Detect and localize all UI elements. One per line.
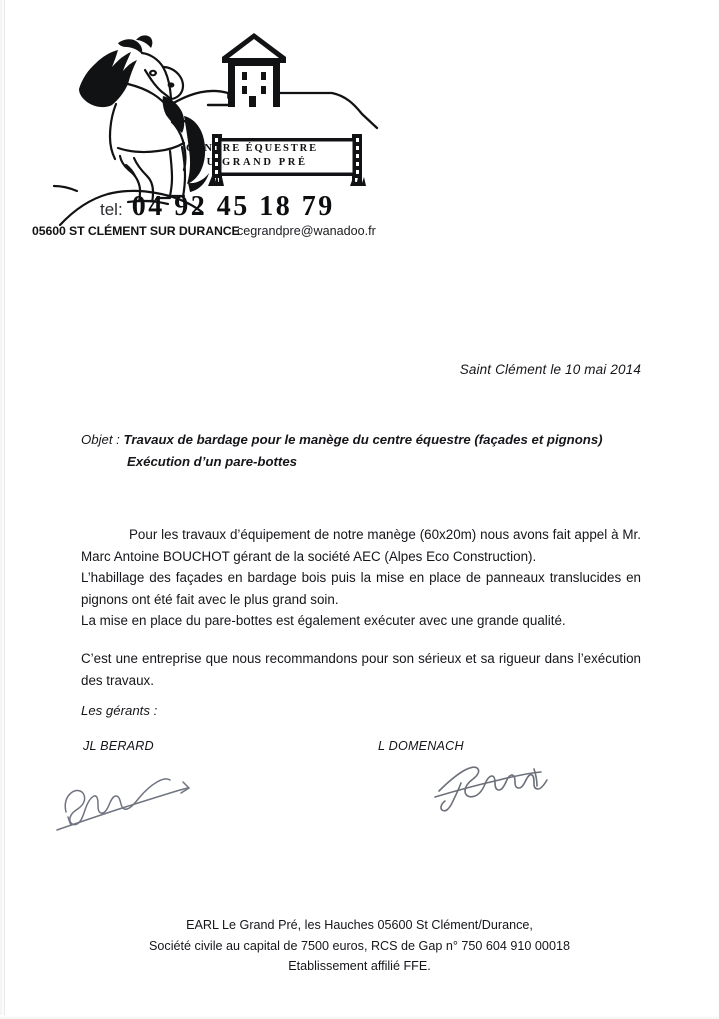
telephone-line bbox=[100, 193, 335, 221]
signer-name-berard: JL BERARD bbox=[83, 739, 154, 753]
footer-line-2: Société civile au capital de 7500 euros, RCS de Gap n° 750 604 910 00018 bbox=[149, 938, 570, 953]
handwritten-signature-berard bbox=[50, 760, 225, 840]
sign-line-2: DU GRAND PRÉ bbox=[196, 157, 308, 168]
sign-line-1: CENTRE ÉQUESTRE bbox=[185, 143, 319, 154]
managers-label: Les gérants : bbox=[81, 703, 158, 718]
footer-line-1: EARL Le Grand Pré, les Hauches 05600 St Clément/Durance, bbox=[186, 918, 533, 932]
letterhead-logo bbox=[32, 10, 402, 245]
body-paragraph-3: La mise en place du pare-bottes est également exécuter avec une grande qualité. bbox=[81, 613, 566, 628]
body-paragraph-2: L’habillage des façades en bardage bois puis la mise en place de panneaux translucides en pignons ont été fait avec le plus grand soin. bbox=[81, 570, 641, 607]
subject-line-1 bbox=[81, 430, 641, 450]
tower-illustration bbox=[222, 33, 286, 107]
date-line: Saint Clément le 10 mai 2014 bbox=[459, 362, 641, 377]
subject-text-2: Exécution d’un pare-bottes bbox=[127, 454, 297, 469]
email-address: cegrandpre@wanadoo.fr bbox=[237, 224, 376, 238]
footer-line-3: Etablissement affilié FFE. bbox=[288, 959, 431, 973]
body-paragraph-1: Pour les travaux d’équipement de notre manège (60x20m) nous avons fait appel à Mr. Marc Antoine BOUCHOT gérant de la société AEC (Alpes Eco Construction). bbox=[81, 527, 641, 564]
scan-edge-line-left bbox=[4, 0, 5, 1019]
handwritten-signature-domenach bbox=[425, 745, 565, 815]
subject-label: Objet : bbox=[81, 432, 124, 447]
recommendation-paragraph: C’est une entreprise que nous recommandons pour son sérieux et sa rigueur dans l’exécution des travaux. bbox=[81, 651, 641, 688]
tel-number: 04 92 45 18 79 bbox=[131, 191, 335, 222]
horse-illustration bbox=[79, 35, 209, 201]
footer-block bbox=[0, 915, 719, 977]
signer-name-domenach: L DOMENACH bbox=[378, 739, 464, 753]
scan-edge-artifact-bottom bbox=[0, 1015, 719, 1019]
subject-text-1: Travaux de bardage pour le manège du centre équestre (façades et pignons) bbox=[123, 432, 603, 447]
body-block bbox=[81, 524, 641, 632]
address-line: 05600 ST CLÉMENT SUR DURANCE bbox=[32, 224, 240, 238]
subject-block bbox=[81, 430, 641, 472]
tel-label: tel: bbox=[100, 200, 123, 219]
